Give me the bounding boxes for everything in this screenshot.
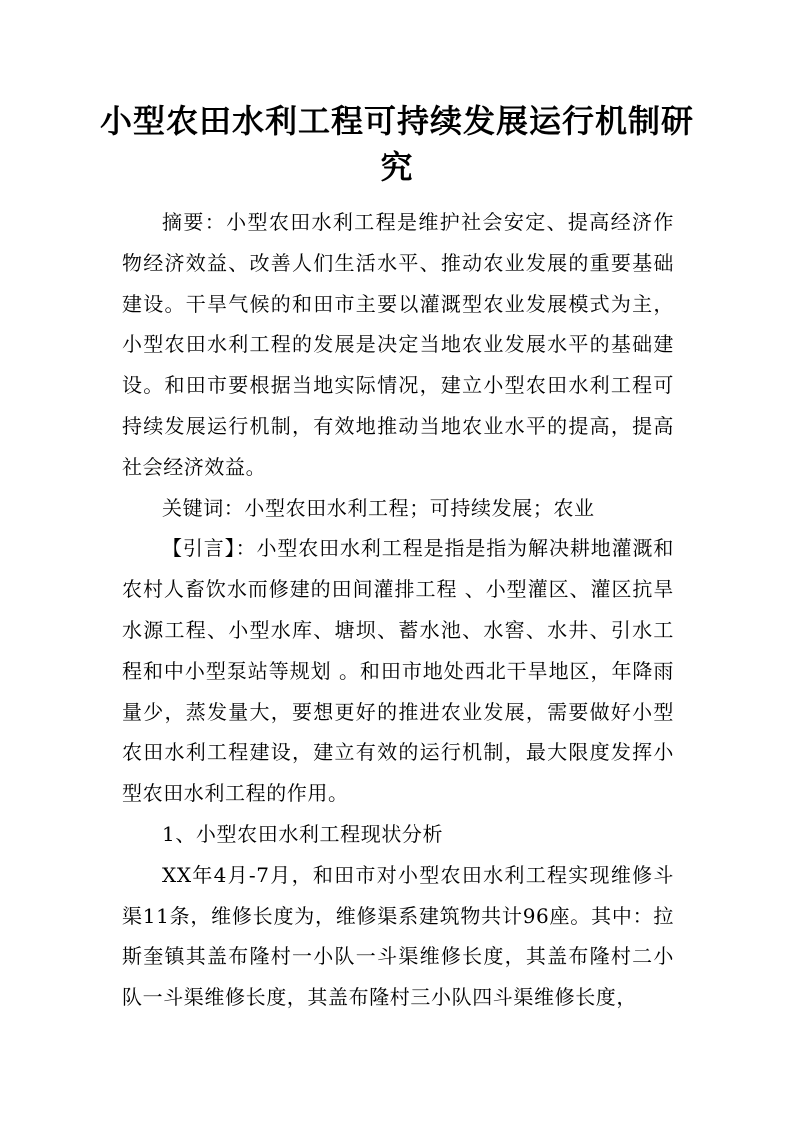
keywords-paragraph: 关键词：小型农田水利工程；可持续发展；农业	[162, 495, 595, 520]
document-title: 小型农田水利工程可持续发展运行机制研究	[100, 102, 695, 186]
section-paragraph: XX年4月-7月，和田市对小型农田水利工程实现维修斗渠11条，维修长度为，维修渠系建筑物共计96座。其中：拉斯奎镇其盖布隆村一小队一斗渠维修长度，其盖布隆村二小队一斗渠维修长度，其盖布隆村三小队四斗渠维修长度，	[122, 862, 674, 1010]
abstract-paragraph: 摘要：小型农田水利工程是维护社会安定、提高经济作物经济效益、改善人们生活水平、推动农业发展的重要基础建设。干旱气候的和田市主要以灌溉型农业发展模式为主，小型农田水利工程的发展是决定当地农业发展水平的基础建设。和田市要根据当地实际情况，建立小型农田水利工程可持续发展运行机制，有效地推动当地农业水平的提高，提高社会经济效益。	[122, 210, 674, 479]
document-body	[122, 202, 674, 1018]
section-heading: 1、小型农田水利工程现状分析	[162, 821, 444, 846]
introduction-paragraph: 【引言】：小型农田水利工程是指是指为解决耕地灌溉和农村人畜饮水而修建的田间灌排工程 、小型灌区、灌区抗旱水源工程、小型水库、塘坝、蓄水池、水窖、水井、引水工程和中小型泵站等规划 。和田市地处西北干旱地区，年降雨量少，蒸发量大，要想更好的推进农业发展，需要做好小型农田水利工程建设，建立有效的运行机制，最大限度发挥小型农田水利工程的作用。	[122, 536, 674, 806]
